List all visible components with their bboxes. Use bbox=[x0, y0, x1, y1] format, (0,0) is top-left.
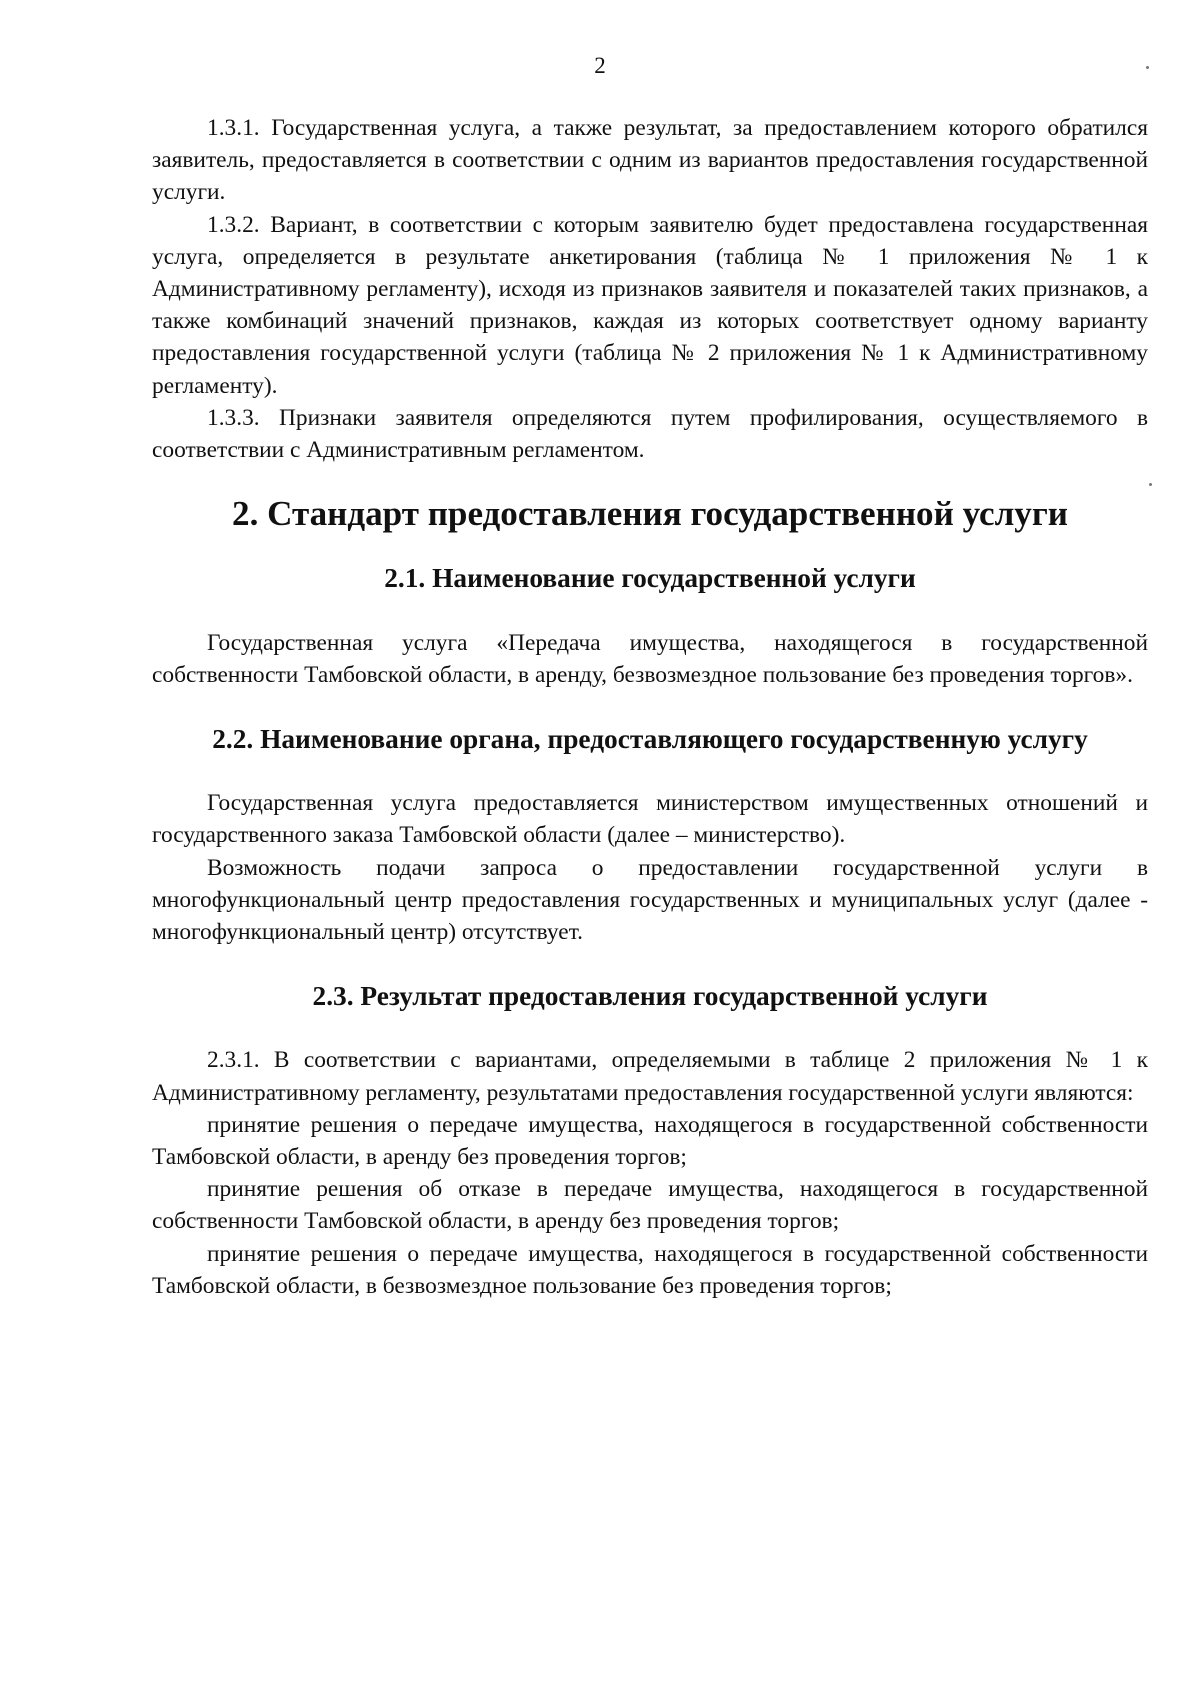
heading-2-1: 2.1. Наименование государственной услуги bbox=[384, 563, 916, 594]
paragraph-2-2-b: Возможность подачи запроса о предоставлении государственной услуги в многофункциональный центр предоставления государственных и муниципальных услуг (далее - многофункциональный центр) отсутствует. bbox=[152, 854, 1148, 946]
paragraph-1-3-1: 1.3.1. Государственная услуга, а также результат, за предоставлением которого обратился заявитель, предоставляется в соответствии с одним из вариантов предоставления государственной услуги. bbox=[152, 115, 1148, 206]
paragraph-2-3-1: 2.3.1. В соответствии с вариантами, определяемыми в таблице 2 приложения № 1 к Административному регламенту, результатами предоставления государственной услуги являются: bbox=[152, 1047, 1148, 1106]
paragraph-1-3-3: 1.3.3. Признаки заявителя определяются путем профилирования, осуществляемого в соответствии с Административным регламентом. bbox=[152, 404, 1148, 464]
paragraph-1-3-2: 1.3.2. Вариант, в соответствии с которым заявителю будет предоставлена государственная услуга, определяется в результате анкетирования (таблица № 1 приложения № 1 к Административному регламенту), исходя из признаков заявителя и показателей таких признаков, а также комбинаций значений признаков, каждая из которых соответствует одному варианту предоставления государственной услуги (таблица № 2 приложения № 1 к Административному регламенту). bbox=[152, 211, 1148, 399]
scan-speck bbox=[1146, 66, 1149, 69]
page-number: 2 bbox=[594, 53, 606, 78]
heading-2-2: 2.2. Наименование органа, предоставляющего государственную услугу bbox=[212, 724, 1088, 755]
list-item-result-c: принятие решения о передаче имущества, находящегося в государственной собственности Тамбовской области, в безвозмездное пользование без проведения торгов; bbox=[152, 1240, 1148, 1299]
paragraph-2-1: Государственная услуга «Передача имущества, находящегося в государственной собственности Тамбовской области, в аренду, безвозмездное пользование без проведения торгов». bbox=[152, 629, 1148, 688]
paragraph-2-2-a: Государственная услуга предоставляется министерством имущественных отношений и государственного заказа Тамбовской области (далее – министерство). bbox=[152, 790, 1148, 849]
list-item-result-a: принятие решения о передаче имущества, находящегося в государственной собственности Тамбовской области, в аренду без проведения торгов; bbox=[152, 1111, 1148, 1171]
document-body bbox=[152, 112, 1148, 1302]
heading-section-2: 2. Стандарт предоставления государственной услуги bbox=[232, 494, 1068, 534]
scan-speck bbox=[1149, 483, 1152, 486]
heading-2-3: 2.3. Результат предоставления государственной услуги bbox=[312, 981, 988, 1012]
list-item-result-b: принятие решения об отказе в передаче имущества, находящегося в государственной собственности Тамбовской области, в аренду без проведения торгов; bbox=[152, 1176, 1148, 1235]
